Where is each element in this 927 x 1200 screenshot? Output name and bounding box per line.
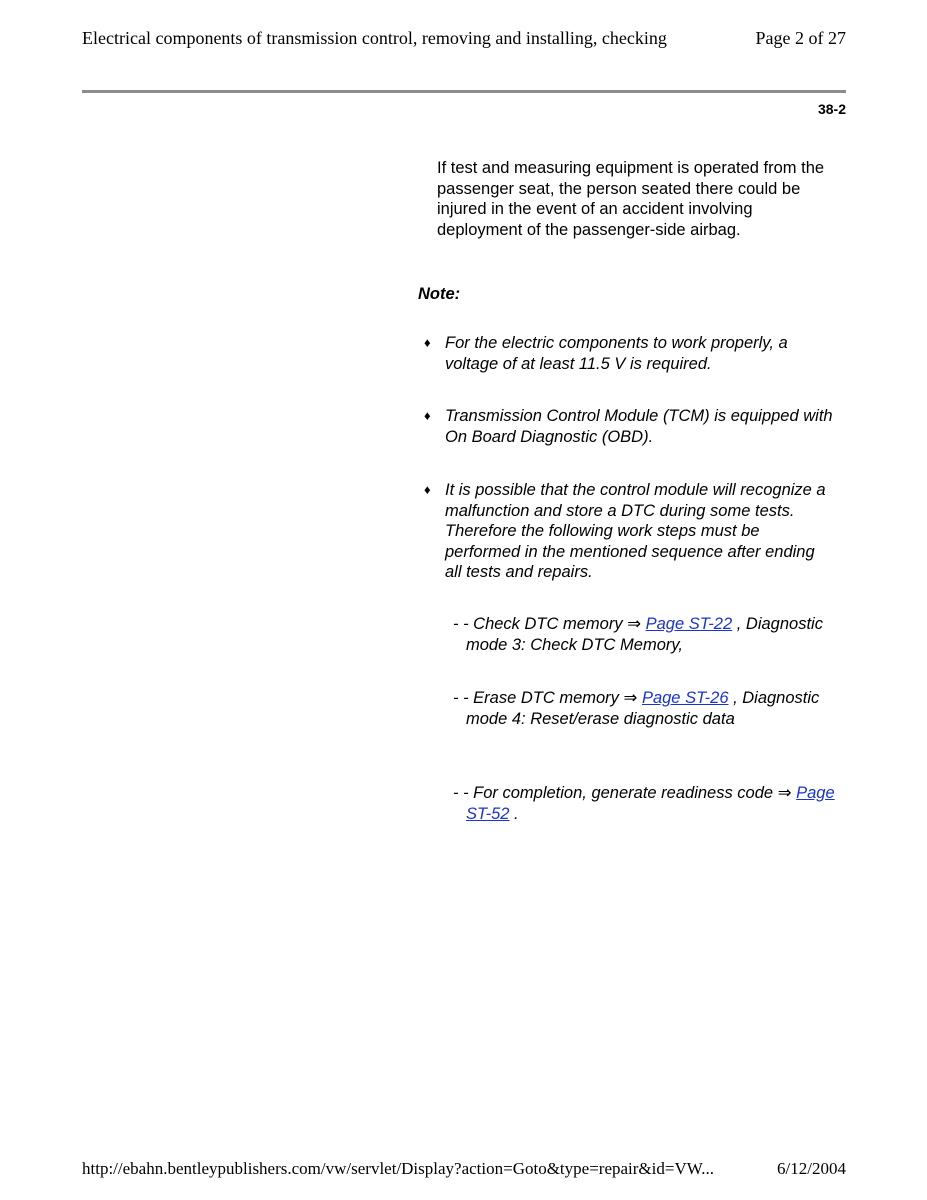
note-bullet-text: It is possible that the control module will recognize a malfunction and store a DTC during some tests. Therefore the following work steps must be performed in the mentioned sequence after ending all tests and repairs. — [445, 481, 826, 581]
work-step-check-dtc — [453, 614, 851, 655]
note-bullet — [424, 333, 834, 374]
arrow-right-icon: ⇒ — [627, 615, 642, 633]
work-step-readiness-code — [453, 783, 851, 824]
work-step-erase-dtc — [453, 688, 851, 729]
footer-url: http://ebahn.bentleypublishers.com/vw/servlet/Display?action=Goto&type=repair&id=VW... — [82, 1159, 714, 1178]
header-rule — [82, 90, 846, 93]
warning-text: If test and measuring equipment is operated from the passenger seat, the person seated there could be injured in the event of an accident involving deployment of the passenger-side airbag. — [437, 159, 825, 239]
note-bullet — [424, 406, 834, 447]
page-indicator: Page 2 of 27 — [755, 28, 846, 48]
diamond-bullet-icon: ♦ — [424, 408, 431, 423]
arrow-right-icon: ⇒ — [777, 784, 792, 802]
note-heading: Note: — [418, 285, 461, 303]
note-bullet-text: For the electric components to work properly, a voltage of at least 11.5 V is required. — [445, 334, 788, 373]
step-text: - - Check DTC memory — [453, 615, 623, 633]
step-text: - - Erase DTC memory — [453, 689, 619, 707]
step-suffix: , Diagnostic mode 4: Reset/erase diagnostic data — [466, 689, 820, 728]
section-page-number: 38-2 — [817, 101, 846, 117]
step-suffix: , Diagnostic mode 3: Check DTC Memory, — [466, 615, 823, 654]
arrow-right-icon: ⇒ — [623, 689, 638, 707]
note-bullet — [424, 480, 834, 583]
step-text: - - For completion, generate readiness code — [453, 784, 774, 802]
link-page-st-26[interactable]: Page ST-26 — [641, 689, 729, 707]
step-suffix: . — [509, 804, 519, 823]
diamond-bullet-icon: ♦ — [424, 335, 431, 350]
link-page-st-22[interactable]: Page ST-22 — [645, 615, 733, 633]
note-bullet-text: Transmission Control Module (TCM) is equipped with On Board Diagnostic (OBD). — [445, 407, 833, 446]
diamond-bullet-icon: ♦ — [424, 482, 431, 497]
link-page-st-52[interactable]: Page ST-52 — [466, 784, 835, 823]
document-title: Electrical components of transmission control, removing and installing, checking — [82, 28, 667, 48]
footer-date: 6/12/2004 — [777, 1159, 846, 1178]
